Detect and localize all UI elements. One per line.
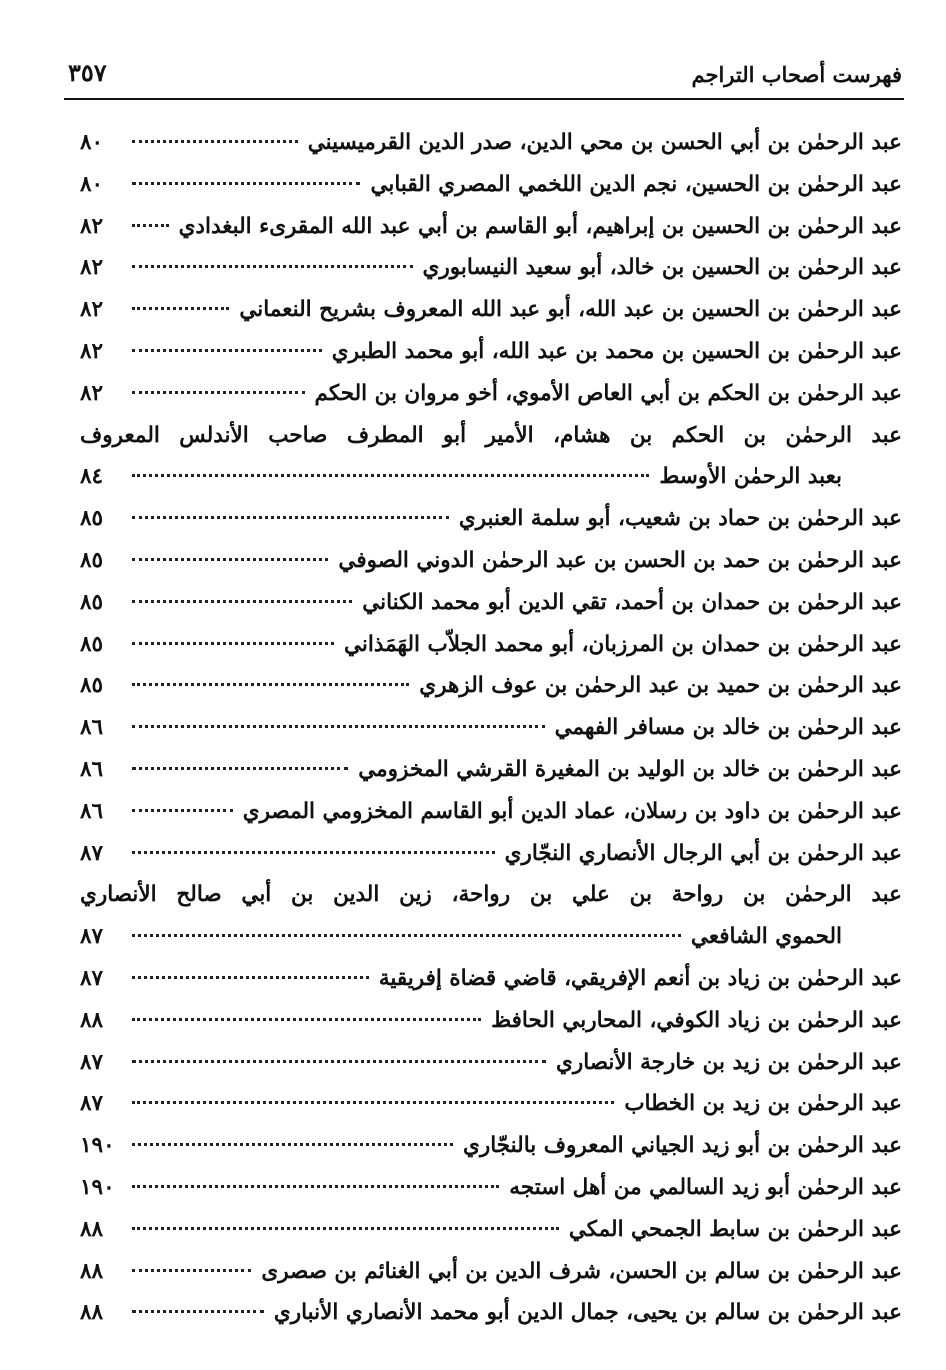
- dot-leader: [132, 1060, 546, 1063]
- entry-page-number: ٨٨: [80, 1216, 104, 1242]
- entry-page-number: ٨٧: [80, 1049, 104, 1075]
- dot-leader: [132, 182, 360, 185]
- entry-name: عبد الرحمٰن أبو زيد السالمي من أهل استجه: [509, 1174, 902, 1200]
- dot-leader: [132, 474, 649, 477]
- index-entry: [80, 1251, 902, 1293]
- dot-leader: [132, 600, 352, 603]
- index-entry: [80, 331, 902, 373]
- dot-leader: [132, 265, 413, 268]
- index-entry: [80, 1000, 902, 1042]
- dot-leader: [132, 683, 409, 686]
- entry-name: عبد الرحمٰن بن خالد بن الوليد بن المغيرة القرشي المخزومي: [358, 756, 902, 782]
- entry-page-number: ٨٢: [80, 380, 104, 406]
- entry-name: عبد الرحمٰن بن زيد بن خارجة الأنصاري: [555, 1049, 902, 1075]
- index-entry: [80, 749, 902, 791]
- dot-leader: [132, 1185, 499, 1188]
- entry-page-number: ١٩٠: [80, 1133, 115, 1159]
- entry-name: عبد الرحمٰن بن زيد بن الخطاب: [624, 1091, 902, 1117]
- dot-leader: [132, 1143, 453, 1146]
- index-entry: [80, 958, 902, 1000]
- entry-name: عبد الرحمٰن بن حمدان بن المرزبان، أبو محمد الجلاّب الهَمَذاني: [343, 631, 902, 657]
- entry-name: عبد الرحمٰن بن سالم بن يحيى، جمال الدين أبو محمد الأنصاري الأنباري: [273, 1300, 902, 1326]
- entry-page-number: ٨٥: [80, 506, 104, 532]
- entry-page-number: ٨٤: [80, 464, 104, 490]
- entry-page-number: ٨٦: [80, 798, 104, 824]
- dot-leader: [132, 809, 233, 812]
- entry-page-number: ٨٨: [80, 1300, 104, 1326]
- entry-page-number: ٨٥: [80, 589, 104, 615]
- entry-page-number: ٨٢: [80, 255, 104, 281]
- entry-name: عبد الرحمٰن بن الحسين بن عبد الله، أبو عبد الله المعروف بشريح النعماني: [239, 297, 902, 323]
- index-entry: [80, 624, 902, 666]
- page-number: ٣٥٧: [68, 58, 107, 87]
- entry-name-line2: بعبد الرحمٰن الأوسط: [659, 464, 842, 490]
- dot-leader: [132, 1101, 614, 1104]
- entry-page-number: ٨٥: [80, 631, 104, 657]
- dot-leader: [132, 1018, 481, 1021]
- entry-name: عبد الرحمٰن بن خالد بن مسافر الفهمي: [554, 715, 902, 741]
- entry-page-number: ٨٨: [80, 1258, 104, 1284]
- dot-leader: [132, 224, 169, 227]
- dot-leader: [132, 976, 369, 979]
- dot-leader: [132, 725, 545, 728]
- index-entry: [80, 791, 902, 833]
- entry-page-number: ١٩٠: [80, 1174, 115, 1200]
- entry-page-number: ٨٦: [80, 715, 104, 741]
- entry-name: عبد الرحمٰن بن زياد الكوفي، المحاربي الحافظ: [491, 1007, 902, 1033]
- page-header: [64, 56, 904, 100]
- dot-leader: [132, 391, 305, 394]
- entry-page-number: ٨٧: [80, 1091, 104, 1117]
- dot-leader: [132, 934, 681, 937]
- index-entry: [80, 498, 902, 540]
- index-entry: [80, 289, 902, 331]
- dot-leader: [132, 140, 298, 143]
- dot-leader: [132, 851, 495, 854]
- index-entry: [80, 582, 902, 624]
- index-entries-list: [80, 122, 902, 1334]
- dot-leader: [132, 1310, 264, 1313]
- dot-leader: [132, 307, 229, 310]
- entry-page-number: ٨٧: [80, 965, 104, 991]
- entry-name-line1: عبد الرحمٰن بن رواحة بن علي بن رواحة، زين الدين بن أبي صالح الأنصاري: [80, 882, 902, 908]
- entry-page-number: ٨٠: [80, 171, 104, 197]
- entry-name: عبد الرحمٰن بن حماد بن شعيب، أبو سلمة العنبري: [458, 506, 902, 532]
- dot-leader: [132, 349, 322, 352]
- entry-name: عبد الرحمٰن بن الحكم بن أبي العاص الأموي، أخو مروان بن الحكم: [314, 380, 902, 406]
- entry-name: عبد الرحمٰن بن زياد بن أنعم الإفريقي، قاضي قضاة إفريقية: [378, 965, 902, 991]
- entry-page-number: ٨٨: [80, 1007, 104, 1033]
- entry-name: عبد الرحمٰن بن سالم بن الحسن، شرف الدين بن أبي الغنائم بن صصرى: [261, 1258, 902, 1284]
- entry-name: عبد الرحمٰن بن حمد بن الحسن بن عبد الرحمٰن الدوني الصوفي: [338, 547, 902, 573]
- entry-name: عبد الرحمٰن بن أبو زيد الجياني المعروف بالنجّاري: [463, 1133, 902, 1159]
- entry-name: عبد الرحمٰن بن أبي الرجال الأنصاري النجّاري: [504, 840, 902, 866]
- index-entry: [80, 540, 902, 582]
- index-entry: [80, 874, 902, 958]
- running-title: فهرست أصحاب التراجم: [691, 62, 902, 87]
- entry-name: عبد الرحمٰن بن أبي الحسن بن محي الدين، صدر الدين القرميسيني: [307, 130, 902, 155]
- entry-page-number: ٨٦: [80, 756, 104, 782]
- entry-name: عبد الرحمٰن بن الحسين بن خالد، أبو سعيد النيسابوري: [422, 255, 902, 281]
- dot-leader: [132, 558, 328, 561]
- index-entry: [80, 665, 902, 707]
- index-entry: [80, 415, 902, 499]
- index-entry: [80, 206, 902, 248]
- index-entry: [80, 1209, 902, 1251]
- index-entry: [80, 707, 902, 749]
- index-entry: [80, 1042, 902, 1084]
- entry-page-number: ٨٢: [80, 338, 104, 364]
- entry-name: عبد الرحمٰن بن حميد بن عبد الرحمٰن بن عوف الزهري: [419, 673, 902, 699]
- index-entry: [80, 164, 902, 206]
- entry-page-number: ٨٢: [80, 297, 104, 323]
- entry-name-line2: الحموي الشافعي: [690, 924, 842, 950]
- entry-page-number: ٨٢: [80, 213, 104, 239]
- entry-name: عبد الرحمٰن بن الحسين بن محمد بن عبد الله، أبو محمد الطبري: [331, 338, 902, 364]
- index-entry: [80, 1125, 902, 1167]
- entry-page-number: ٨٠: [80, 130, 104, 155]
- dot-leader: [132, 767, 348, 770]
- dot-leader: [132, 1227, 559, 1230]
- entry-page-number: ٨٧: [80, 924, 104, 950]
- index-entry: [80, 833, 902, 875]
- entry-name-line1: عبد الرحمٰن بن الحكم بن هشام، الأمير أبو المطرف صاحب الأندلس المعروف: [80, 422, 902, 448]
- entry-continuation: [80, 456, 902, 498]
- dot-leader: [132, 642, 334, 645]
- entry-page-number: ٨٥: [80, 547, 104, 573]
- entry-name: عبد الرحمٰن بن داود بن رسلان، عماد الدين أبو القاسم المخزومي المصري: [242, 798, 902, 824]
- entry-name: عبد الرحمٰن بن سابط الجمحي المكي: [568, 1216, 902, 1242]
- index-entry: [80, 1083, 902, 1125]
- index-entry: [80, 247, 902, 289]
- dot-leader: [132, 516, 449, 519]
- index-entry: [80, 373, 902, 415]
- dot-leader: [132, 1269, 251, 1272]
- entry-page-number: ٨٧: [80, 840, 104, 866]
- entry-name: عبد الرحمٰن بن الحسين، نجم الدين اللخمي المصري القبابي: [370, 171, 902, 197]
- entry-name: عبد الرحمٰن بن الحسين بن إبراهيم، أبو القاسم بن أبي عبد الله المقرىء البغدادي: [178, 213, 902, 239]
- index-entry: [80, 1292, 902, 1334]
- entry-page-number: ٨٥: [80, 673, 104, 699]
- entry-name: عبد الرحمٰن بن حمدان بن أحمد، تقي الدين أبو محمد الكناني: [362, 589, 902, 615]
- entry-continuation: [80, 916, 902, 958]
- index-entry: [80, 1167, 902, 1209]
- index-entry: [80, 122, 902, 164]
